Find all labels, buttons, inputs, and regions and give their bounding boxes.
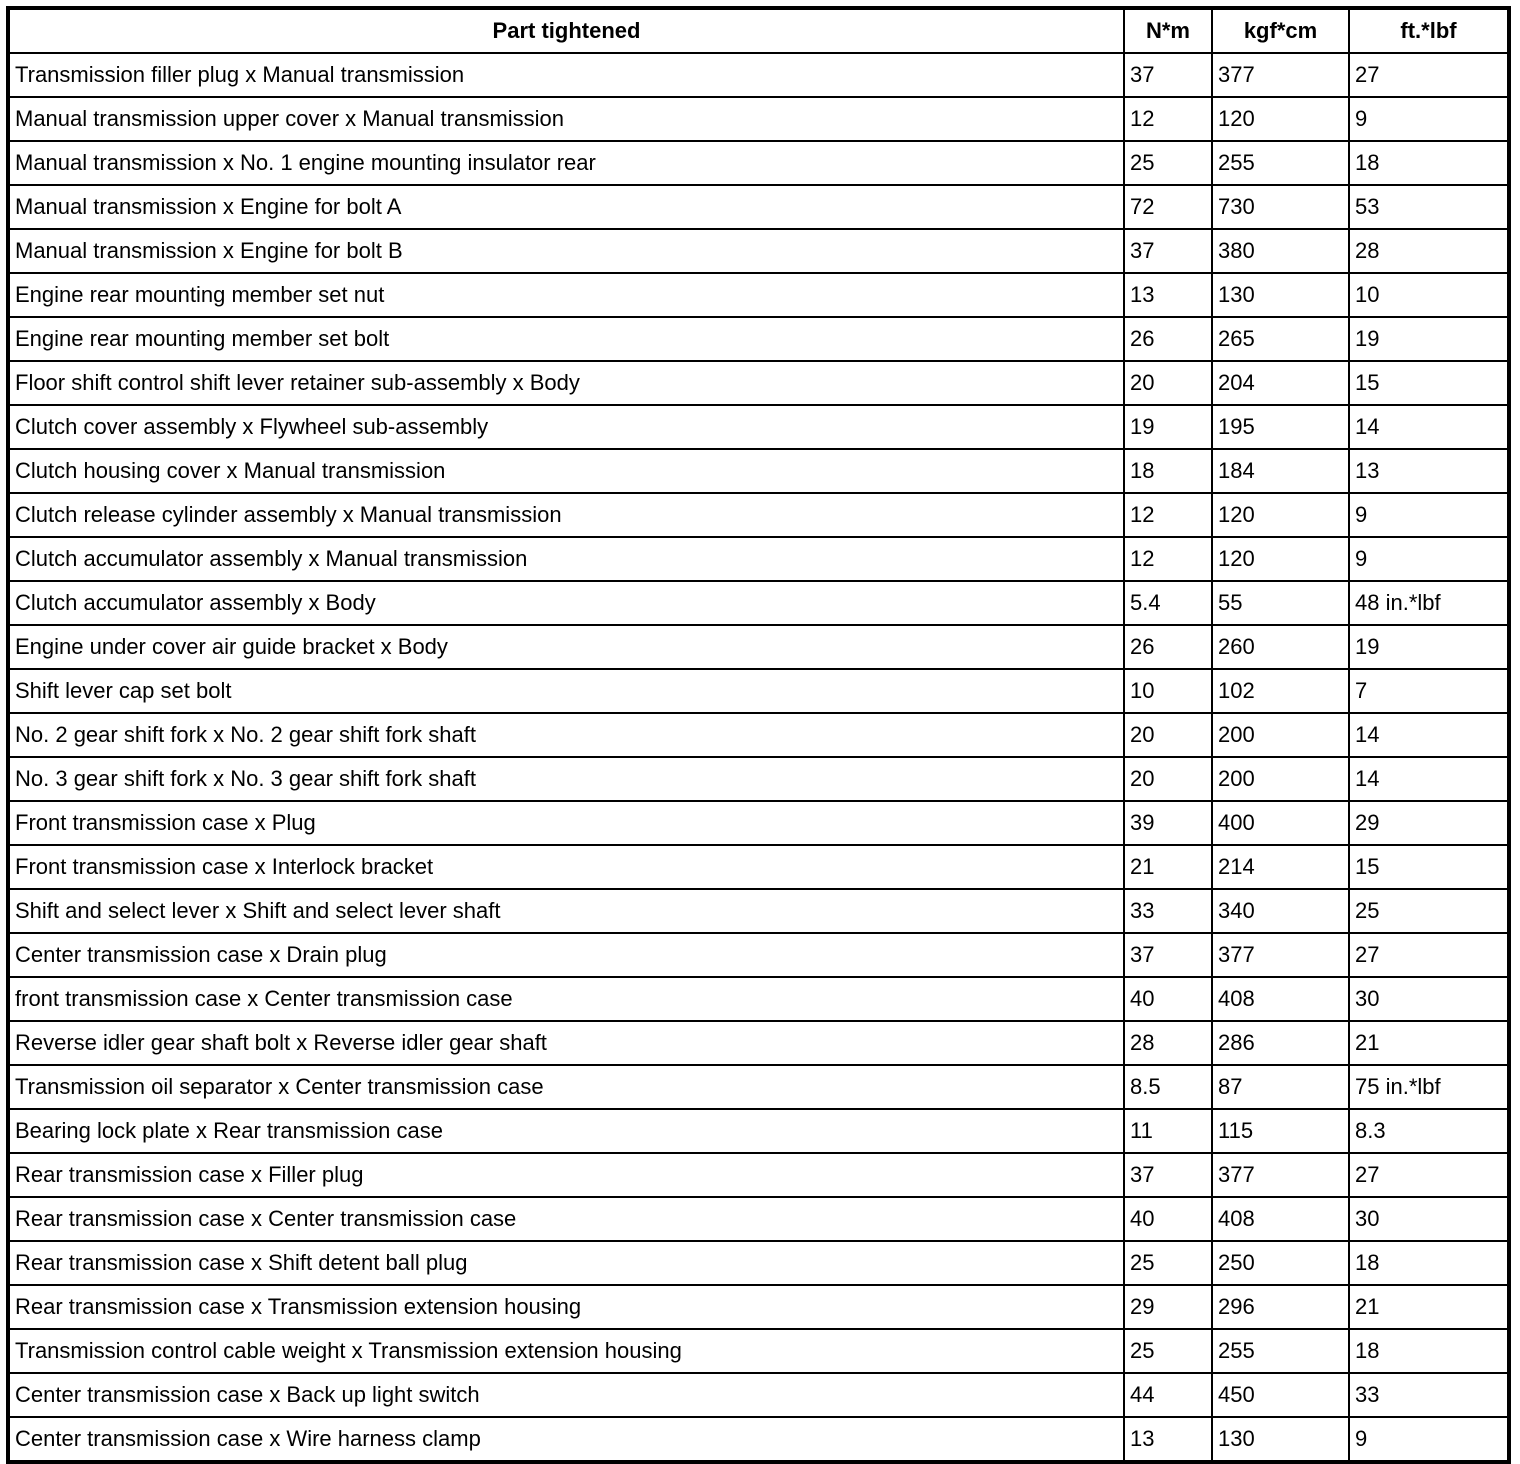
- part-cell: No. 3 gear shift fork x No. 3 gear shift fork shaft: [8, 757, 1124, 801]
- ftlbf-cell: 28: [1349, 229, 1509, 273]
- part-cell: Shift lever cap set bolt: [8, 669, 1124, 713]
- table-row: [8, 625, 1509, 669]
- ftlbf-cell: 30: [1349, 977, 1509, 1021]
- ftlbf-cell: 33: [1349, 1373, 1509, 1417]
- table-row: [8, 933, 1509, 977]
- ftlbf-cell: 8.3: [1349, 1109, 1509, 1153]
- ftlbf-cell: 13: [1349, 449, 1509, 493]
- table-row: [8, 581, 1509, 625]
- ftlbf-cell: 14: [1349, 713, 1509, 757]
- ftlbf-cell: 25: [1349, 889, 1509, 933]
- table-row: [8, 229, 1509, 273]
- ftlbf-cell: 14: [1349, 757, 1509, 801]
- nm-cell: 37: [1124, 229, 1212, 273]
- nm-cell: 29: [1124, 1285, 1212, 1329]
- kgfcm-cell: 255: [1212, 141, 1349, 185]
- ftlbf-cell: 21: [1349, 1285, 1509, 1329]
- ftlbf-cell: 15: [1349, 845, 1509, 889]
- kgfcm-cell: 195: [1212, 405, 1349, 449]
- ftlbf-cell: 21: [1349, 1021, 1509, 1065]
- nm-cell: 8.5: [1124, 1065, 1212, 1109]
- nm-cell: 72: [1124, 185, 1212, 229]
- table-row: [8, 1329, 1509, 1373]
- header-nm: N*m: [1124, 8, 1212, 53]
- part-cell: Front transmission case x Interlock bracket: [8, 845, 1124, 889]
- nm-cell: 25: [1124, 1329, 1212, 1373]
- kgfcm-cell: 130: [1212, 273, 1349, 317]
- nm-cell: 37: [1124, 933, 1212, 977]
- table-row: [8, 801, 1509, 845]
- kgfcm-cell: 340: [1212, 889, 1349, 933]
- torque-spec-table: [6, 6, 1511, 1464]
- ftlbf-cell: 19: [1349, 317, 1509, 361]
- table-row: [8, 1285, 1509, 1329]
- nm-cell: 25: [1124, 1241, 1212, 1285]
- kgfcm-cell: 260: [1212, 625, 1349, 669]
- nm-cell: 40: [1124, 1197, 1212, 1241]
- nm-cell: 33: [1124, 889, 1212, 933]
- part-cell: No. 2 gear shift fork x No. 2 gear shift fork shaft: [8, 713, 1124, 757]
- kgfcm-cell: 200: [1212, 713, 1349, 757]
- nm-cell: 20: [1124, 361, 1212, 405]
- table-row: [8, 317, 1509, 361]
- part-cell: Manual transmission x Engine for bolt B: [8, 229, 1124, 273]
- table-row: [8, 1109, 1509, 1153]
- part-cell: Manual transmission x No. 1 engine mounting insulator rear: [8, 141, 1124, 185]
- header-ftlbf: ft.*lbf: [1349, 8, 1509, 53]
- kgfcm-cell: 55: [1212, 581, 1349, 625]
- ftlbf-cell: 27: [1349, 53, 1509, 97]
- table-row: [8, 1417, 1509, 1462]
- table-row: [8, 405, 1509, 449]
- nm-cell: 13: [1124, 1417, 1212, 1462]
- ftlbf-cell: 18: [1349, 1241, 1509, 1285]
- ftlbf-cell: 27: [1349, 1153, 1509, 1197]
- kgfcm-cell: 102: [1212, 669, 1349, 713]
- table-row: [8, 141, 1509, 185]
- table-row: [8, 977, 1509, 1021]
- table-body: [8, 53, 1509, 1462]
- ftlbf-cell: 48 in.*lbf: [1349, 581, 1509, 625]
- nm-cell: 20: [1124, 713, 1212, 757]
- nm-cell: 11: [1124, 1109, 1212, 1153]
- table-row: [8, 845, 1509, 889]
- part-cell: Rear transmission case x Shift detent ball plug: [8, 1241, 1124, 1285]
- part-cell: Clutch release cylinder assembly x Manual transmission: [8, 493, 1124, 537]
- part-cell: Manual transmission x Engine for bolt A: [8, 185, 1124, 229]
- kgfcm-cell: 184: [1212, 449, 1349, 493]
- part-cell: front transmission case x Center transmission case: [8, 977, 1124, 1021]
- part-cell: Reverse idler gear shaft bolt x Reverse idler gear shaft: [8, 1021, 1124, 1065]
- nm-cell: 19: [1124, 405, 1212, 449]
- ftlbf-cell: 15: [1349, 361, 1509, 405]
- ftlbf-cell: 10: [1349, 273, 1509, 317]
- nm-cell: 21: [1124, 845, 1212, 889]
- nm-cell: 12: [1124, 537, 1212, 581]
- kgfcm-cell: 120: [1212, 493, 1349, 537]
- nm-cell: 26: [1124, 317, 1212, 361]
- kgfcm-cell: 200: [1212, 757, 1349, 801]
- table-row: [8, 53, 1509, 97]
- nm-cell: 44: [1124, 1373, 1212, 1417]
- kgfcm-cell: 377: [1212, 53, 1349, 97]
- ftlbf-cell: 18: [1349, 1329, 1509, 1373]
- part-cell: Transmission oil separator x Center transmission case: [8, 1065, 1124, 1109]
- nm-cell: 28: [1124, 1021, 1212, 1065]
- table-row: [8, 1065, 1509, 1109]
- part-cell: Engine rear mounting member set nut: [8, 273, 1124, 317]
- part-cell: Clutch cover assembly x Flywheel sub-assembly: [8, 405, 1124, 449]
- ftlbf-cell: 19: [1349, 625, 1509, 669]
- ftlbf-cell: 30: [1349, 1197, 1509, 1241]
- table-row: [8, 1373, 1509, 1417]
- part-cell: Rear transmission case x Center transmission case: [8, 1197, 1124, 1241]
- part-cell: Bearing lock plate x Rear transmission case: [8, 1109, 1124, 1153]
- nm-cell: 12: [1124, 97, 1212, 141]
- kgfcm-cell: 450: [1212, 1373, 1349, 1417]
- kgfcm-cell: 400: [1212, 801, 1349, 845]
- nm-cell: 10: [1124, 669, 1212, 713]
- kgfcm-cell: 130: [1212, 1417, 1349, 1462]
- nm-cell: 39: [1124, 801, 1212, 845]
- nm-cell: 5.4: [1124, 581, 1212, 625]
- table-row: [8, 449, 1509, 493]
- kgfcm-cell: 377: [1212, 1153, 1349, 1197]
- part-cell: Clutch housing cover x Manual transmission: [8, 449, 1124, 493]
- table-row: [8, 361, 1509, 405]
- ftlbf-cell: 9: [1349, 537, 1509, 581]
- ftlbf-cell: 27: [1349, 933, 1509, 977]
- header-part: Part tightened: [8, 8, 1124, 53]
- part-cell: Rear transmission case x Filler plug: [8, 1153, 1124, 1197]
- part-cell: Center transmission case x Drain plug: [8, 933, 1124, 977]
- part-cell: Transmission filler plug x Manual transmission: [8, 53, 1124, 97]
- part-cell: Clutch accumulator assembly x Manual transmission: [8, 537, 1124, 581]
- table-row: [8, 1021, 1509, 1065]
- part-cell: Center transmission case x Back up light switch: [8, 1373, 1124, 1417]
- ftlbf-cell: 75 in.*lbf: [1349, 1065, 1509, 1109]
- ftlbf-cell: 7: [1349, 669, 1509, 713]
- nm-cell: 40: [1124, 977, 1212, 1021]
- table-row: [8, 493, 1509, 537]
- part-cell: Rear transmission case x Transmission extension housing: [8, 1285, 1124, 1329]
- ftlbf-cell: 9: [1349, 97, 1509, 141]
- table-row: [8, 1241, 1509, 1285]
- nm-cell: 37: [1124, 53, 1212, 97]
- part-cell: Front transmission case x Plug: [8, 801, 1124, 845]
- ftlbf-cell: 29: [1349, 801, 1509, 845]
- part-cell: Shift and select lever x Shift and select lever shaft: [8, 889, 1124, 933]
- kgfcm-cell: 87: [1212, 1065, 1349, 1109]
- part-cell: Engine rear mounting member set bolt: [8, 317, 1124, 361]
- kgfcm-cell: 380: [1212, 229, 1349, 273]
- table-row: [8, 97, 1509, 141]
- header-kgfcm: kgf*cm: [1212, 8, 1349, 53]
- kgfcm-cell: 115: [1212, 1109, 1349, 1153]
- kgfcm-cell: 377: [1212, 933, 1349, 977]
- kgfcm-cell: 265: [1212, 317, 1349, 361]
- table-row: [8, 757, 1509, 801]
- part-cell: Floor shift control shift lever retainer sub-assembly x Body: [8, 361, 1124, 405]
- kgfcm-cell: 120: [1212, 97, 1349, 141]
- kgfcm-cell: 214: [1212, 845, 1349, 889]
- ftlbf-cell: 9: [1349, 1417, 1509, 1462]
- nm-cell: 25: [1124, 141, 1212, 185]
- kgfcm-cell: 408: [1212, 977, 1349, 1021]
- part-cell: Engine under cover air guide bracket x Body: [8, 625, 1124, 669]
- nm-cell: 12: [1124, 493, 1212, 537]
- part-cell: Transmission control cable weight x Transmission extension housing: [8, 1329, 1124, 1373]
- nm-cell: 13: [1124, 273, 1212, 317]
- nm-cell: 26: [1124, 625, 1212, 669]
- kgfcm-cell: 250: [1212, 1241, 1349, 1285]
- kgfcm-cell: 120: [1212, 537, 1349, 581]
- kgfcm-cell: 730: [1212, 185, 1349, 229]
- ftlbf-cell: 18: [1349, 141, 1509, 185]
- kgfcm-cell: 408: [1212, 1197, 1349, 1241]
- kgfcm-cell: 296: [1212, 1285, 1349, 1329]
- nm-cell: 20: [1124, 757, 1212, 801]
- nm-cell: 37: [1124, 1153, 1212, 1197]
- table-row: [8, 185, 1509, 229]
- ftlbf-cell: 14: [1349, 405, 1509, 449]
- kgfcm-cell: 204: [1212, 361, 1349, 405]
- kgfcm-cell: 255: [1212, 1329, 1349, 1373]
- table-row: [8, 537, 1509, 581]
- part-cell: Clutch accumulator assembly x Body: [8, 581, 1124, 625]
- kgfcm-cell: 286: [1212, 1021, 1349, 1065]
- table-row: [8, 1153, 1509, 1197]
- part-cell: Center transmission case x Wire harness clamp: [8, 1417, 1124, 1462]
- ftlbf-cell: 9: [1349, 493, 1509, 537]
- nm-cell: 18: [1124, 449, 1212, 493]
- table-row: [8, 713, 1509, 757]
- part-cell: Manual transmission upper cover x Manual transmission: [8, 97, 1124, 141]
- table-row: [8, 1197, 1509, 1241]
- ftlbf-cell: 53: [1349, 185, 1509, 229]
- table-row: [8, 889, 1509, 933]
- table-row: [8, 273, 1509, 317]
- header-row: [8, 8, 1509, 53]
- table-row: [8, 669, 1509, 713]
